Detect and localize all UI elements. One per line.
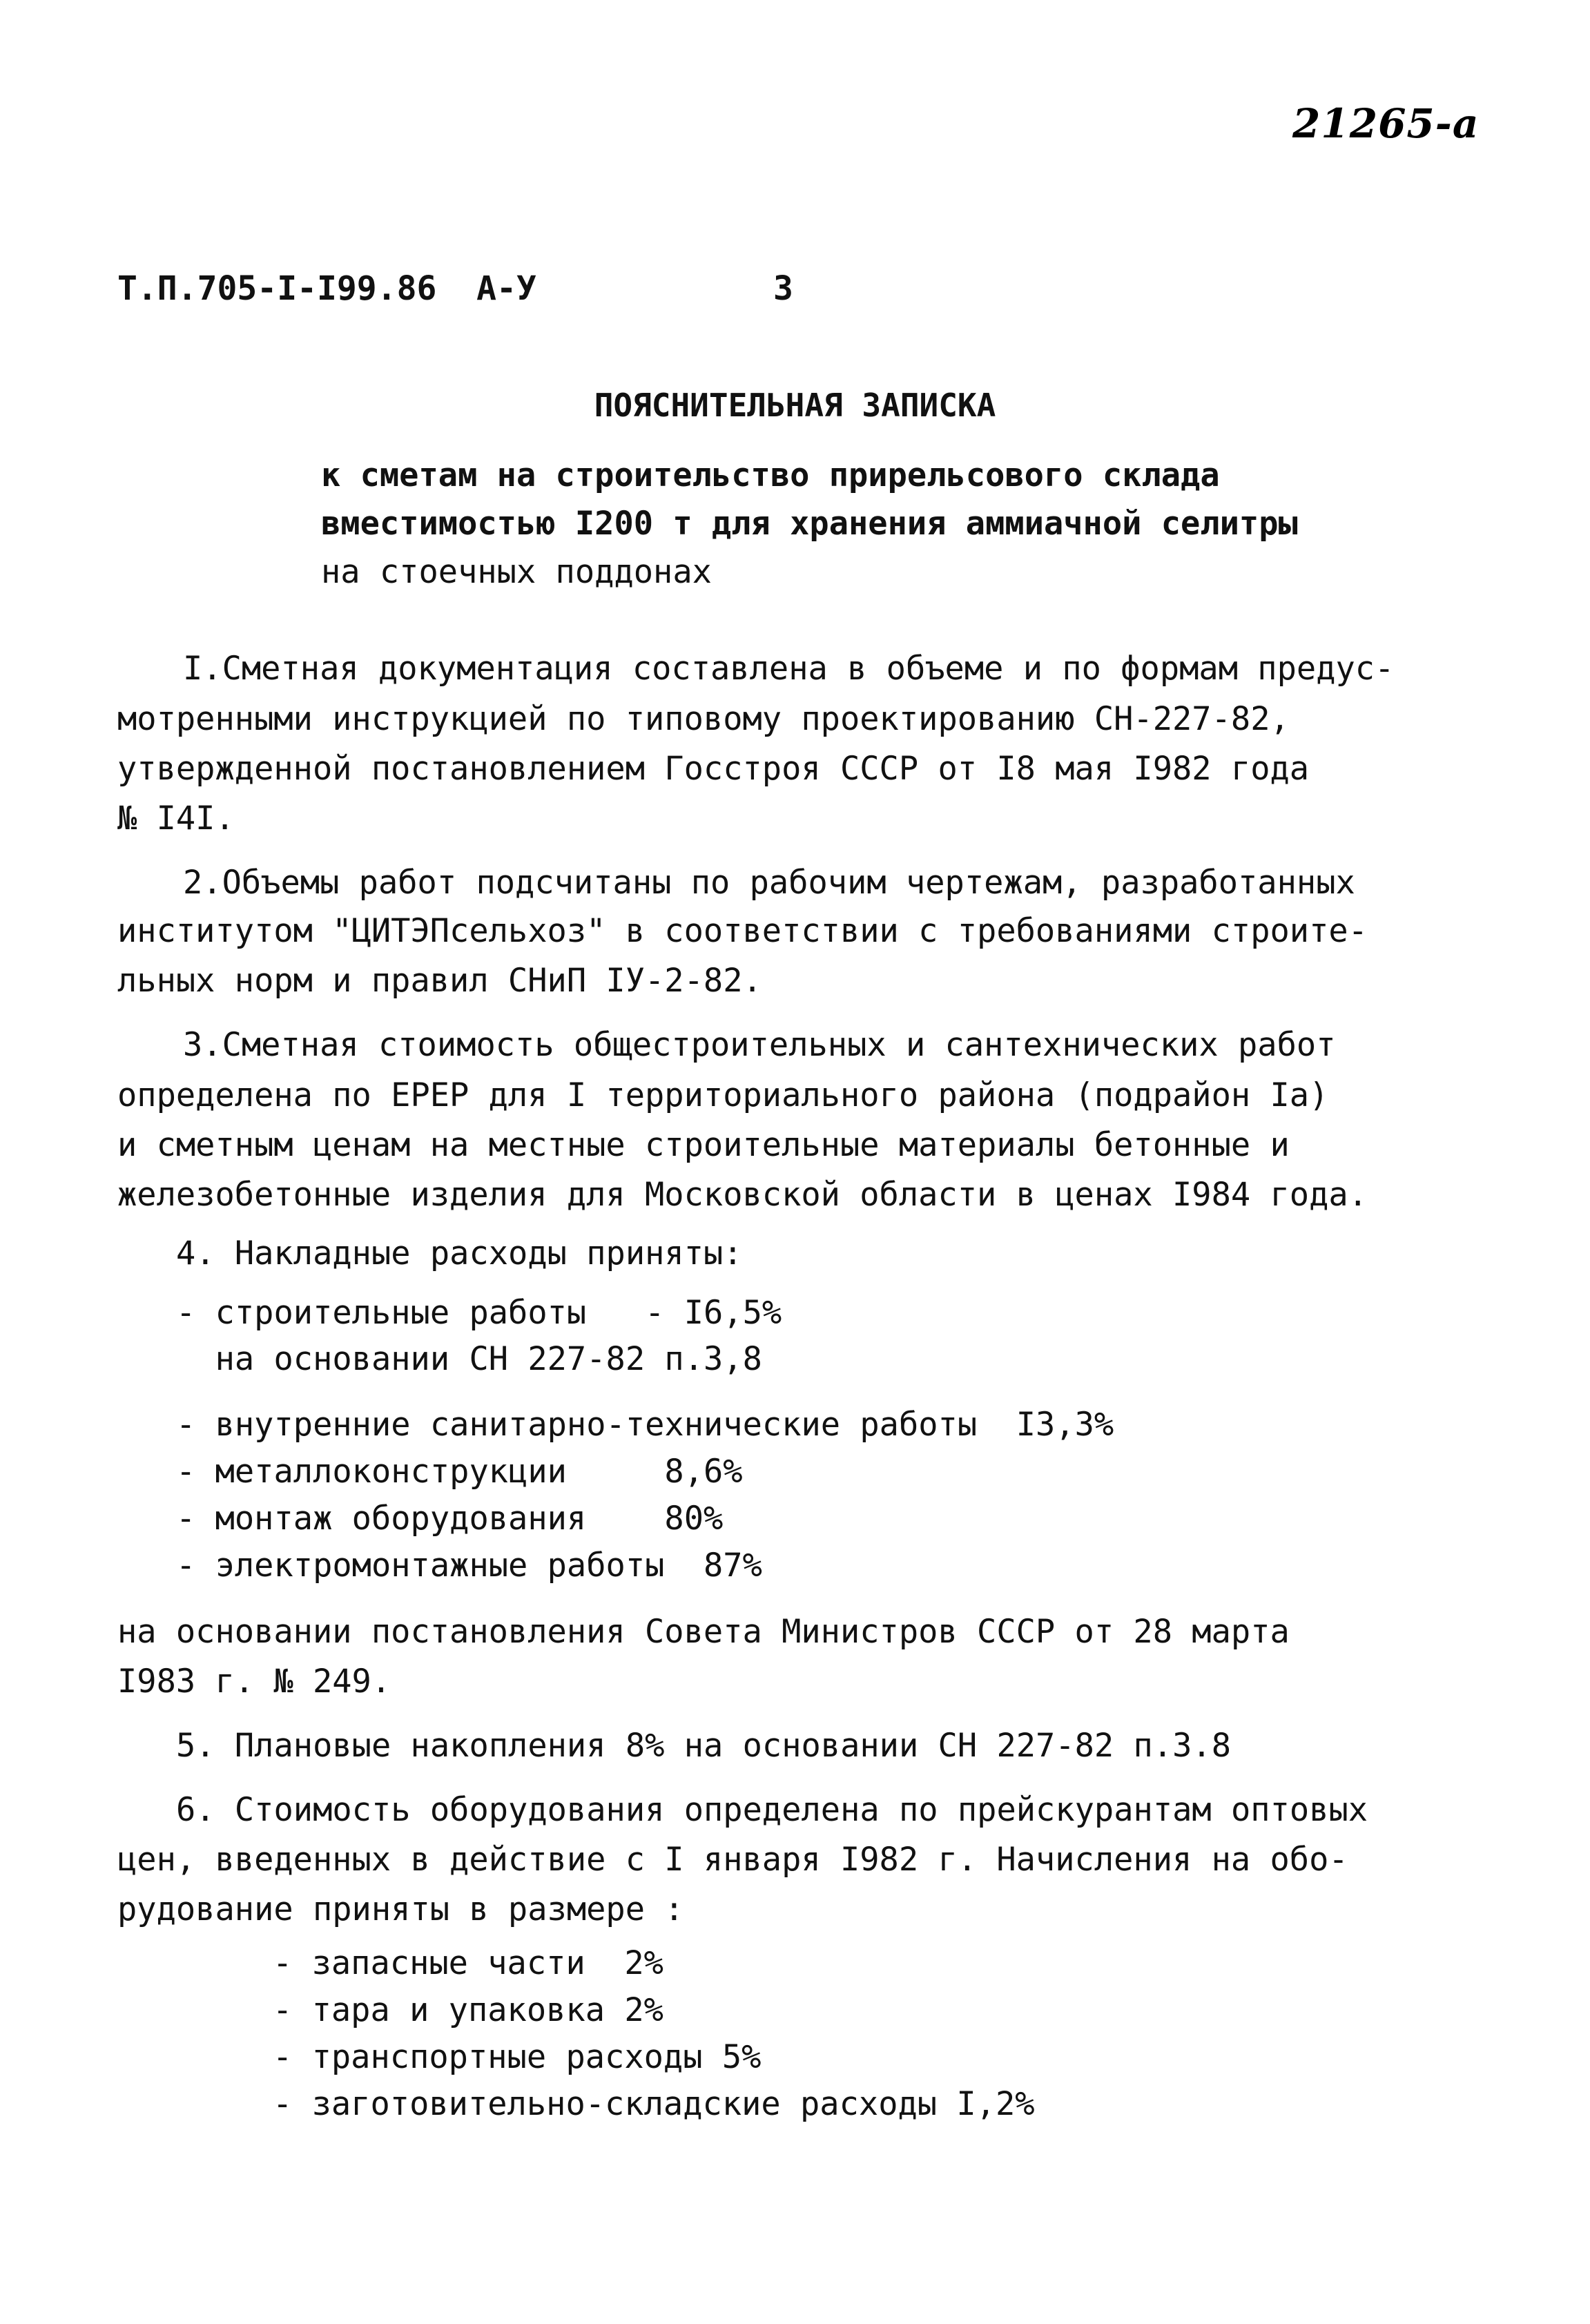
equipment-charge-item: - запасные части 2% bbox=[273, 1944, 663, 1982]
document-title: ПОЯСНИТЕЛЬНАЯ ЗАПИСКА bbox=[594, 387, 996, 424]
paragraph-1-line: № I4I. bbox=[117, 800, 235, 837]
overhead-item: - металлоконструкции 8,6% bbox=[176, 1453, 743, 1491]
paragraph-2-line: институтом "ЦИТЭПсельхоз" в соответствии с требованиями строите- bbox=[117, 912, 1368, 950]
equipment-charge-item: - тара и упаковка 2% bbox=[273, 1991, 663, 2029]
document-code: Т.П.705-I-I99.86 А-У bbox=[117, 269, 536, 308]
paragraph-1-line: I.Сметная документация составлена в объеме и по формам предус- bbox=[183, 650, 1395, 688]
overhead-item: - внутренние санитарно-технические работы I3,3% bbox=[176, 1406, 1114, 1444]
paragraph-1-line: утвержденной постановлением Госстроя СССР от I8 мая I982 года bbox=[117, 750, 1310, 788]
paragraph-3-line: и сметным ценам на местные строительные материалы бетонные и bbox=[117, 1126, 1290, 1164]
handwritten-document-number: 21265-а bbox=[1292, 100, 1480, 147]
subtitle-line: на стоечных поддонах bbox=[321, 553, 712, 591]
paragraph-2-line: 2.Объемы работ подсчитаны по рабочим чертежам, разработанных bbox=[183, 864, 1355, 902]
equipment-charge-item: - заготовительно-складские расходы I,2% bbox=[273, 2085, 1035, 2123]
overhead-item: - монтаж оборудования 80% bbox=[176, 1500, 724, 1538]
paragraph-3-line: определена по ЕРЕР для I территориального района (подрайон Iа) bbox=[117, 1076, 1329, 1114]
subtitle-line: к сметам на строительство прирельсового склада bbox=[321, 456, 1220, 494]
paragraph-6-line: рудование приняты в размере : bbox=[117, 1890, 684, 1928]
paragraph-3-line: 3.Сметная стоимость общестроительных и сантехнических работ bbox=[183, 1026, 1336, 1064]
paragraph-1-line: мотренными инструкцией по типовому проектированию СН-227-82, bbox=[117, 700, 1290, 738]
overhead-item: - строительные работы - I6,5% bbox=[176, 1294, 782, 1332]
page-number: 3 bbox=[773, 269, 793, 308]
overhead-item: на основании СН 227-82 п.3,8 bbox=[176, 1340, 762, 1378]
equipment-charge-item: - транспортные расходы 5% bbox=[273, 2038, 762, 2076]
overhead-item: - электромонтажные работы 87% bbox=[176, 1547, 762, 1585]
paragraph-5: 5. Плановые накопления 8% на основании СН 227-82 п.3.8 bbox=[176, 1727, 1232, 1765]
paragraph-4-intro: 4. Накладные расходы приняты: bbox=[176, 1234, 743, 1272]
paragraph-4-basis: I983 г. № 249. bbox=[117, 1663, 391, 1701]
paragraph-3-line: железобетонные изделия для Московской области в ценах I984 года. bbox=[117, 1176, 1368, 1214]
paragraph-6-line: цен, введенных в действие с I января I982 г. Начисления на обо- bbox=[117, 1841, 1348, 1879]
paragraph-2-line: льных норм и правил СНиП IУ-2-82. bbox=[117, 962, 762, 1000]
subtitle-line: вместимостью I200 т для хранения аммиачной селитры bbox=[321, 505, 1298, 543]
paragraph-6-line: 6. Стоимость оборудования определена по прейскурантам оптовых bbox=[176, 1791, 1368, 1829]
paragraph-4-basis: на основании постановления Совета Министров СССР от 28 марта bbox=[117, 1613, 1290, 1651]
